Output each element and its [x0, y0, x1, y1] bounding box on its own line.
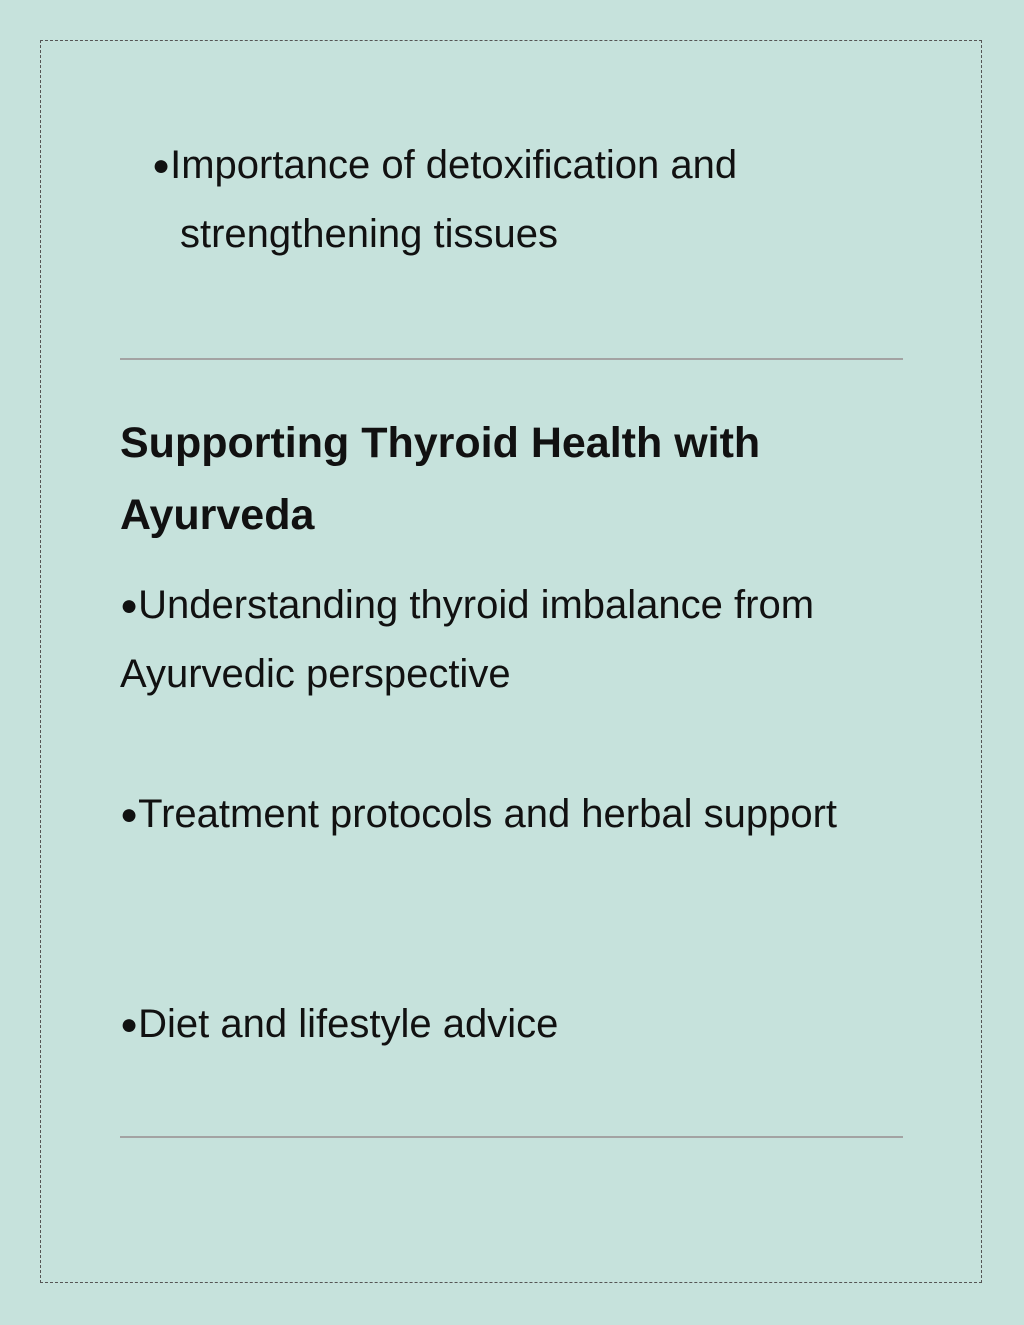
- bullet-icon: ●: [120, 589, 139, 622]
- bullet-item-thyroid-imbalance: [120, 571, 880, 708]
- section-heading: Supporting Thyroid Health with Ayurveda: [120, 419, 761, 539]
- bullet-item-treatment-protocols: [120, 780, 880, 849]
- bullet-item-diet-lifestyle: [120, 990, 880, 1059]
- bullet-icon: ●: [152, 149, 171, 182]
- bullet-item-detoxification: [152, 131, 737, 268]
- bullet-text: Treatment protocols and herbal support: [138, 792, 838, 836]
- bullet-text: Diet and lifestyle advice: [138, 1002, 559, 1046]
- bullet-text-line2: strengthening tissues: [180, 212, 559, 256]
- divider-top: [120, 358, 903, 360]
- bullet-icon: ●: [120, 1008, 139, 1041]
- bullet-icon: ●: [120, 798, 139, 831]
- bullet-text: Understanding thyroid imbalance from Ayurvedic perspective: [120, 583, 815, 696]
- divider-bottom: [120, 1136, 903, 1138]
- bullet-text-line1: Importance of detoxification and: [170, 143, 738, 187]
